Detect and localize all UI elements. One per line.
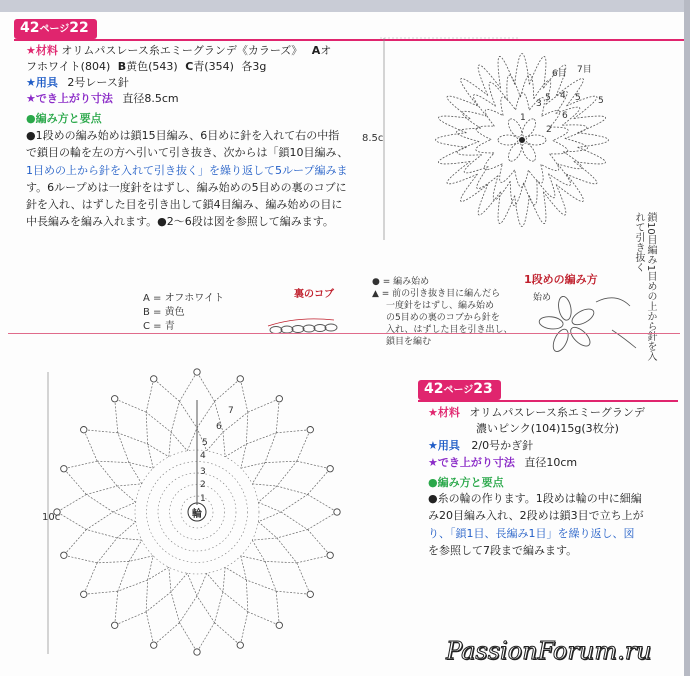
chain-spike [97, 461, 129, 486]
section-divider [8, 333, 680, 334]
picot [276, 622, 282, 628]
chain-spike [246, 561, 276, 591]
tag-page-suffix: ページ [39, 24, 70, 35]
method-23-heading [428, 475, 504, 490]
chain-spike [179, 623, 214, 652]
picot [61, 466, 67, 472]
method-text-23 [428, 490, 678, 559]
chain-spike [277, 512, 308, 538]
chain-stitch [292, 326, 304, 333]
color-c-value: 青(354) [193, 60, 234, 73]
picot [112, 396, 118, 402]
chain-spike [129, 540, 153, 561]
chain-loop [485, 109, 503, 126]
picot [307, 427, 313, 433]
chain-loop [515, 54, 530, 85]
petal-loop [550, 327, 571, 354]
chain-loop [436, 133, 467, 148]
chain-loop [524, 180, 538, 205]
chain-loop [456, 128, 480, 141]
chain-spike [248, 591, 279, 625]
start-dot [519, 137, 525, 143]
center-petal [498, 135, 518, 145]
chain-spike [146, 379, 179, 412]
material-label: ★材料 [428, 406, 460, 419]
color-key-b: B [117, 60, 127, 73]
chain-spike [97, 538, 129, 563]
round-label: 6目 [552, 69, 567, 79]
size-label: ★でき上がり寸法 [26, 92, 113, 105]
round-label: 4 [560, 91, 566, 101]
chain-spike [187, 573, 206, 596]
chain-spike [113, 502, 136, 521]
round-label: 5 [545, 93, 551, 103]
chain-spike [197, 592, 223, 623]
chain-spike [115, 399, 146, 433]
chain-spike [146, 412, 171, 444]
material-yarn: オリムパスレース糸エミーグランデ《カラーズ》 [61, 44, 303, 57]
chain-loop [501, 97, 516, 116]
legend-row: ▲ = 前の引き抜き目に編んだら [372, 289, 501, 299]
color-key-c: C [185, 60, 194, 73]
pointer-arrow [268, 319, 334, 326]
method-line-highlight: 1目めの上から針を入れて引き抜く」を繰り返して5ループ編みま [26, 163, 348, 177]
chain-spike [84, 563, 118, 594]
center-petal [520, 141, 539, 163]
method-line: ●糸の輪の作ります。1段めは輪の中に細編 [428, 492, 642, 505]
chain-spike [118, 561, 148, 591]
petal-loop [557, 295, 573, 321]
chain-loop [462, 111, 486, 128]
color-key-row: A = オフホワイト [143, 293, 224, 304]
color-a-value-end: フホワイト(804) [26, 60, 111, 73]
legend-row: 鎖目を編む [386, 337, 432, 347]
chain-spike [129, 463, 153, 484]
chain-spike [64, 530, 97, 563]
chain-spike [148, 444, 169, 468]
row-number: 6 [216, 422, 222, 432]
tool-label: ★用具 [26, 76, 58, 89]
petal-loop [568, 324, 594, 349]
size-value: 直径10cm [524, 456, 578, 469]
vertical-instruction: 鎖10目編み1目めの上から針を入れて引き抜く [633, 212, 656, 362]
center-petal [526, 135, 546, 145]
chain-loop [541, 154, 559, 171]
method-label: ●編み方と要点 [428, 476, 504, 489]
chain-spike [241, 463, 265, 484]
chain-loop [498, 56, 515, 88]
row-number: 2 [200, 480, 206, 490]
chain-loop [520, 74, 533, 98]
chain-loop [528, 164, 543, 183]
chain-spike [265, 461, 297, 486]
chain-loop [507, 75, 521, 100]
petal-loop [570, 306, 597, 328]
pattern-23-header-rule [418, 400, 678, 402]
color-key [143, 292, 224, 334]
chain-spike [277, 486, 308, 512]
picot [81, 427, 87, 433]
color-key-row: B = 黄色 [143, 307, 185, 318]
chain-spike [207, 432, 225, 457]
tag-page-suffix: ページ [443, 385, 474, 396]
chain-spike [252, 522, 277, 540]
chain-spike [246, 433, 276, 463]
legend-row: 一度針をはずし、編み始め [386, 301, 495, 311]
chain-spike [171, 401, 197, 432]
chain-spike [86, 512, 117, 538]
pattern-23-tag [418, 380, 501, 400]
chain-spike [215, 612, 248, 645]
chain-spike [64, 461, 97, 494]
chain-loop [550, 140, 568, 153]
picot [237, 642, 243, 648]
chain-loop [516, 93, 530, 110]
start-label: 始め [533, 293, 552, 303]
picot [151, 642, 157, 648]
round-label: 6 [562, 111, 568, 121]
round-label: 7目 [577, 65, 592, 75]
chain-spike [258, 502, 281, 521]
ura-kobu-label: 裏のコブ [294, 289, 334, 300]
petal-loop [538, 315, 563, 330]
dimension-label-22: 8.5c [362, 133, 384, 144]
chain-stitch [325, 324, 337, 331]
chain-loop [529, 192, 546, 224]
method-label: ●編み方と要点 [26, 112, 102, 125]
size-value: 直径8.5cm [122, 92, 179, 105]
chain-spike [179, 372, 214, 401]
row-number: 3 [200, 467, 206, 477]
material-quantity: 各3g [241, 60, 267, 73]
color-a-value-start: オ [320, 44, 332, 57]
method-line: ●1段めの編み始めは鎖15目編み、6目めに針を入れて右の中指 [26, 129, 340, 142]
round-label: 5 [598, 96, 604, 106]
chain-spike [308, 494, 337, 529]
center-petal [506, 141, 525, 163]
chain-loop [438, 116, 470, 133]
chain-loop [537, 174, 555, 198]
chain-spike [115, 591, 146, 625]
chain-spike [241, 540, 265, 561]
material-23-line-1 [428, 405, 645, 420]
method-line: で鎖目の輪を左の方へ引いて引き抜き、次からは「鎖10目編み、 [26, 146, 349, 160]
tag-page-number: 42 [20, 20, 40, 36]
dimension-label-23: 10c [42, 512, 61, 523]
tool-23-line [428, 438, 533, 453]
chain-spike [146, 612, 179, 645]
method-line: み20目編み入れ、2段めは鎖3目で立ち上が [428, 509, 644, 523]
chain-loop [498, 192, 515, 224]
legend-row: の5目めの裏のコブから針を [386, 313, 500, 323]
chain-spike [207, 567, 225, 592]
method-line: す。6ループめは一度針をはずし、編み始めの5目めの裏のコブに [26, 180, 347, 194]
chain-stitch [303, 325, 315, 332]
ring-center-label: 輪 [192, 509, 202, 520]
color-key-row: C = 青 [143, 321, 175, 332]
tool-value: 2号レース針 [67, 76, 129, 89]
chain-spike [223, 580, 248, 612]
chain-loop [489, 82, 507, 106]
chain-loop [563, 138, 587, 151]
chain-loop [562, 125, 587, 139]
tool-label: ★用具 [428, 439, 460, 452]
legend-row: 入れ、はずした目を引き出し、 [386, 325, 513, 335]
material-label: ★材料 [26, 44, 58, 57]
row-number: 4 [200, 451, 206, 461]
chain-spike [146, 580, 171, 612]
picot [112, 622, 118, 628]
chain-spike [118, 433, 148, 463]
chain-loop [500, 164, 515, 183]
chain-spike [276, 430, 310, 461]
chain-spike [297, 530, 330, 563]
picot [334, 509, 340, 515]
chain-spike [248, 399, 279, 433]
round-label: 5 [575, 93, 581, 103]
first-round-title: 1段めの編み方 [524, 273, 598, 286]
round-label: 3 [536, 99, 542, 109]
chain-spike [117, 522, 142, 540]
tag-pattern-number: 23 [473, 381, 493, 397]
picot [327, 466, 333, 472]
picot [276, 396, 282, 402]
picot [237, 376, 243, 382]
round-label: 2 [546, 125, 552, 135]
chain-spike [225, 444, 246, 468]
chain-spike [57, 494, 86, 529]
row-number: 1 [200, 494, 206, 504]
chain-spike [265, 538, 297, 563]
method-line-highlight: り、「鎖1目、長編み1目」を繰り返し、図 [428, 526, 635, 540]
chain-loop [476, 126, 494, 139]
row-number: 5 [202, 438, 208, 448]
chain-spike [117, 484, 142, 502]
symbol-legend [372, 276, 513, 348]
size-23-line [428, 455, 577, 470]
chain-spike [84, 430, 118, 461]
picot [327, 552, 333, 558]
chain-spike [225, 556, 246, 580]
size-label: ★でき上がり寸法 [428, 456, 515, 469]
color-key-a: A [311, 44, 321, 57]
picot [307, 591, 313, 597]
chain-loop [493, 176, 510, 200]
chain-loop [438, 147, 470, 164]
method-line: 中長編みを編み入れます。●2〜6段は図を参照して編みます。 [26, 215, 334, 229]
chain-stitch [314, 325, 326, 332]
chain-loop [556, 174, 583, 201]
chain-loop [461, 174, 488, 201]
color-b-value: 黄色(543) [126, 60, 178, 73]
chain-spike [223, 412, 248, 444]
material-23-line-2: 濃いピンク(104)15g(3枚分) [476, 422, 619, 435]
chain-loop [574, 116, 606, 133]
picot [151, 376, 157, 382]
chain-loop [578, 133, 609, 148]
chain-spike [148, 556, 169, 580]
chain-spike [86, 486, 117, 512]
chain-loop [515, 170, 529, 187]
material-yarn: オリムパスレース糸エミーグランデ [469, 406, 645, 419]
tag-pattern-number: 22 [69, 20, 89, 36]
watermark-text: PassionForum.ru [446, 637, 652, 665]
picot [81, 591, 87, 597]
chain-loop [464, 155, 488, 173]
chain-spike [252, 484, 277, 502]
row-number: 7 [228, 406, 234, 416]
legend-row: ● = 編み始め [372, 277, 430, 287]
tail-thread [596, 298, 630, 306]
picot [194, 369, 200, 375]
chain-loop [457, 142, 482, 156]
chain-spike [171, 592, 197, 623]
picot [61, 552, 67, 558]
chain-loop [574, 147, 606, 164]
chain-stitch [281, 326, 293, 333]
picot [194, 649, 200, 655]
chain-spike [276, 563, 310, 594]
chain-spike [297, 461, 330, 494]
method-line: を参照して7段まで編みます。 [428, 543, 578, 557]
tag-page-number: 42 [424, 381, 444, 397]
chain-loop [461, 79, 488, 106]
chain-loop [558, 152, 582, 169]
tool-value: 2/0号かぎ針 [471, 439, 534, 452]
chain-loop [529, 56, 546, 88]
round-label: 1 [520, 113, 526, 123]
method-line: 針を入れ、はずした目を引き出して鎖4目編み、編み始めの目に [26, 198, 343, 212]
chain-loop [510, 181, 523, 205]
chain-loop [515, 196, 530, 227]
